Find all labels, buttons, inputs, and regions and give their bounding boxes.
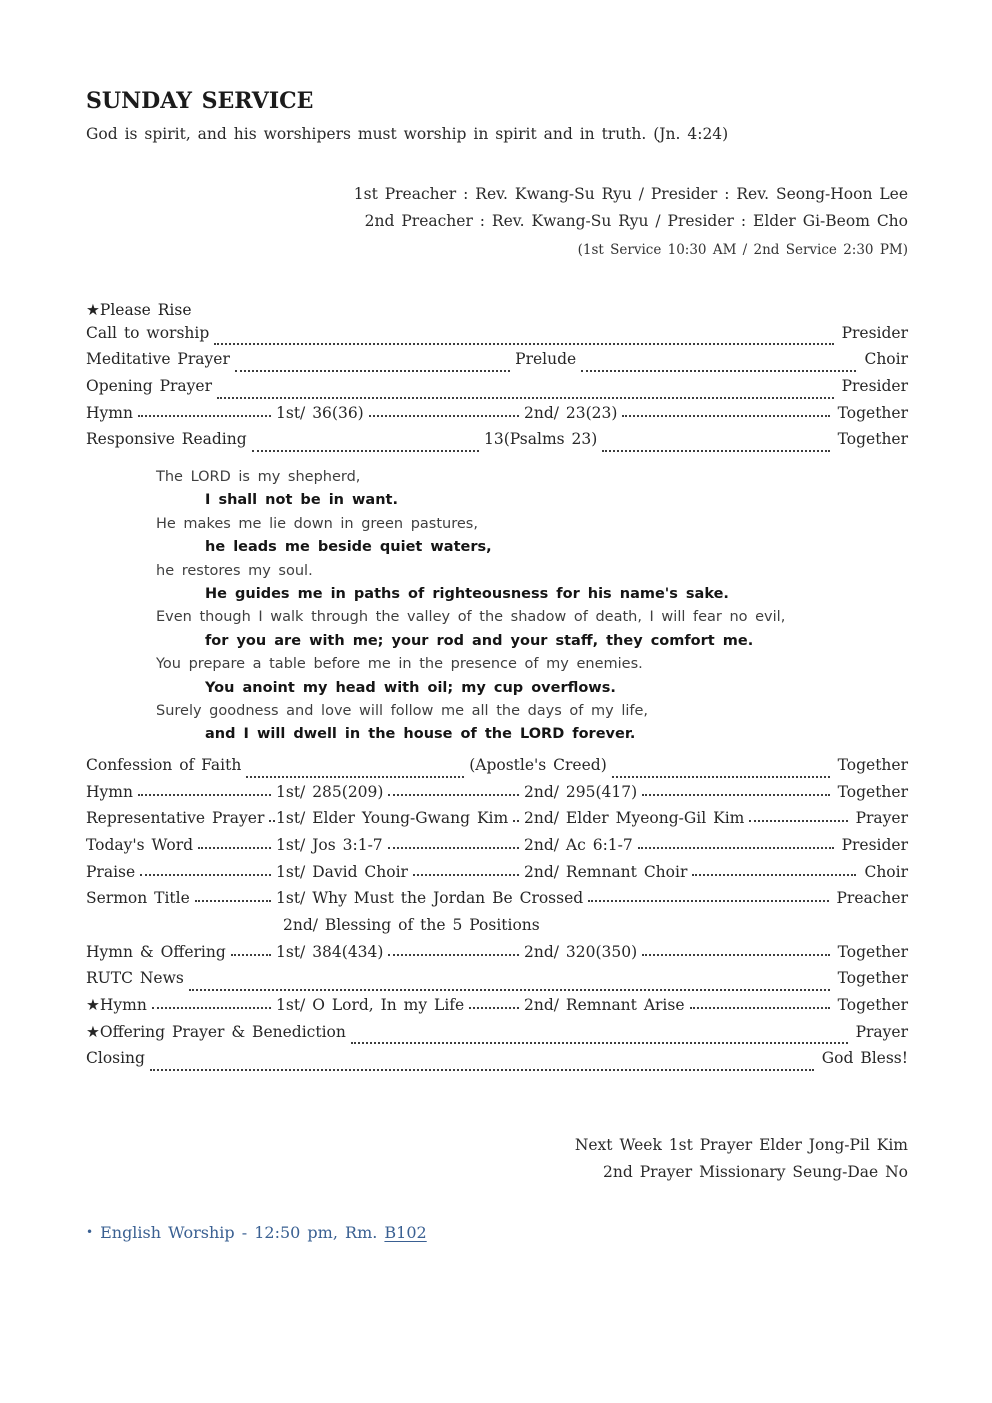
- program-line: [86, 377, 908, 404]
- program-cell: [276, 863, 524, 881]
- dot-leader: [246, 776, 464, 778]
- program-item-second: 2nd/ 320(350): [524, 942, 638, 961]
- next-week-prayer: [86, 1132, 908, 1186]
- first-service-leaders: 1st Preacher : Rev. Kwang-Su Ryu / Presider : Rev. Seong-Hoon Lee: [353, 185, 908, 203]
- program-item-label: ★Hymn: [86, 996, 147, 1014]
- program-item-label: Hymn & Offering: [86, 942, 226, 961]
- program-line: [86, 996, 908, 1023]
- program-cell: [524, 943, 835, 961]
- program-item-assignee: Together: [837, 942, 908, 961]
- program-item-label: Hymn: [86, 782, 133, 801]
- program-cell: [524, 996, 835, 1014]
- english-worship-note: [86, 1220, 908, 1245]
- program-item-second: 2nd/ Ac 6:1-7: [524, 835, 633, 854]
- program-cell: [86, 889, 276, 907]
- program-item-label: Representative Prayer: [86, 809, 265, 828]
- program-item-label: RUTC News: [86, 969, 184, 988]
- program-line: [86, 889, 908, 916]
- psalm-line: and I will dwell in the house of the LORD forever.: [205, 726, 636, 743]
- program-item-first: 1st/ 36(36): [276, 403, 364, 422]
- program-line: [86, 969, 908, 996]
- program-item-second: 2nd/ 23(23): [524, 403, 618, 422]
- dot-leader: [642, 794, 829, 796]
- program-cell: [276, 996, 524, 1014]
- program-cell: [276, 943, 524, 961]
- program-cell: [86, 863, 276, 881]
- dot-leader: [189, 989, 830, 991]
- program-cell: [86, 783, 276, 801]
- bullet-icon: •: [86, 1225, 94, 1240]
- english-worship-room: B102: [384, 1223, 427, 1243]
- program-cell: [86, 943, 276, 961]
- psalm-line: The LORD is my shepherd,: [156, 468, 361, 485]
- dot-leader: [252, 450, 479, 452]
- program-item-detail: (Apostle's Creed): [469, 755, 607, 774]
- english-worship-text: English Worship - 12:50 pm, Rm.: [100, 1223, 378, 1243]
- program-item-first: 1st/ Why Must the Jordan Be Crossed: [276, 889, 584, 908]
- dot-leader: [198, 847, 271, 849]
- program-item-assignee: Together: [837, 969, 908, 988]
- dot-leader: [214, 343, 833, 345]
- program-cell: [86, 836, 276, 854]
- psalm-line: I shall not be in want.: [205, 492, 398, 509]
- dot-leader: [588, 900, 828, 902]
- service-leaders: [86, 181, 908, 264]
- program-line: [86, 943, 908, 970]
- program-item-first: 1st/ 384(434): [276, 942, 384, 961]
- dot-leader: [235, 370, 510, 372]
- psalm-line: He makes me lie down in green pastures,: [156, 515, 478, 532]
- program-item-second: 2nd/ Elder Myeong-Gil Kim: [524, 809, 745, 828]
- program-cell: [276, 783, 524, 801]
- program-cell: [86, 996, 276, 1014]
- dot-leader: [231, 954, 271, 956]
- psalm-line: Surely goodness and love will follow me all the days of my life,: [156, 703, 649, 719]
- psalm-line: Even though I walk through the valley of the shadow of death, I will fear no evil,: [156, 609, 786, 626]
- program-line: [86, 783, 908, 810]
- program-item-assignee: God Bless!: [821, 1049, 908, 1068]
- program-item-second: 2nd/ Remnant Choir: [524, 862, 688, 881]
- dot-leader: [388, 847, 519, 849]
- page-title: SUNDAY SERVICE: [86, 88, 314, 114]
- dot-leader: [369, 415, 519, 417]
- program-cell: [524, 836, 839, 854]
- program-item-assignee: Prayer: [855, 1022, 908, 1041]
- program-cell: [524, 809, 853, 827]
- program-item-label: Opening Prayer: [86, 376, 212, 395]
- program-item-second: 2nd/ Remnant Arise: [524, 996, 685, 1014]
- dot-leader: [388, 954, 519, 956]
- program-line: [86, 863, 908, 890]
- program-cell: [276, 809, 524, 827]
- dot-leader: [150, 1069, 814, 1071]
- dot-leader: [269, 820, 275, 822]
- dot-leader: [638, 847, 834, 849]
- program-item-label: Responsive Reading: [86, 430, 247, 449]
- program-item-label: Praise: [86, 862, 136, 881]
- please-rise-note: ★Please Rise: [86, 300, 192, 319]
- program-item-assignee: Together: [837, 996, 908, 1014]
- dot-leader: [138, 415, 271, 417]
- next-week-first-prayer: Next Week 1st Prayer Elder Jong-Pil Kim: [574, 1136, 908, 1155]
- dot-leader: [642, 954, 829, 956]
- program-line: [86, 836, 908, 863]
- program-item-label: Today's Word: [86, 835, 194, 854]
- psalm-line: You anoint my head with oil; my cup overflows.: [205, 679, 616, 696]
- program-item-label: Closing: [86, 1049, 145, 1068]
- program-item-label: ★Offering Prayer & Benediction: [86, 1022, 346, 1041]
- program-item-first: 1st/ Jos 3:1-7: [276, 835, 383, 854]
- program-list: [86, 324, 908, 1077]
- program-line: [86, 430, 908, 457]
- program-line: [86, 350, 908, 377]
- program-item-second: 2nd/ 295(417): [524, 782, 638, 801]
- dot-leader: [413, 874, 519, 876]
- program-cell: [276, 889, 834, 907]
- program-item-assignee: Presider: [841, 835, 908, 854]
- psalm-line: for you are with me; your rod and your staff, they comfort me.: [205, 632, 754, 649]
- psalm-line: He guides me in paths of righteousness for his name's sake.: [205, 585, 729, 602]
- dot-leader: [217, 397, 834, 399]
- program-item-assignee: Presider: [841, 376, 908, 395]
- dot-leader: [612, 776, 830, 778]
- dot-leader: [749, 820, 847, 822]
- program-item-label: Meditative Prayer: [86, 350, 230, 369]
- program-line: [86, 756, 908, 783]
- program-cell: [524, 863, 861, 881]
- next-week-second-prayer: 2nd Prayer Missionary Seung-Dae No: [603, 1163, 908, 1182]
- program-item-second: 2nd/ Blessing of the 5 Positions: [283, 915, 540, 934]
- program-item-assignee: Presider: [841, 323, 908, 342]
- program-line: [86, 404, 908, 431]
- dot-leader: [195, 900, 271, 902]
- dot-leader: [152, 1007, 271, 1009]
- program-item-assignee: Together: [837, 782, 908, 801]
- second-service-leaders: 2nd Preacher : Rev. Kwang-Su Ryu / Presider : Elder Gi-Beom Cho: [364, 211, 908, 230]
- program-item-assignee: Together: [837, 430, 909, 449]
- dot-leader: [513, 820, 519, 822]
- dot-leader: [469, 1007, 519, 1009]
- dot-leader: [138, 794, 271, 796]
- program-cell: [524, 783, 835, 801]
- program-item-first: 1st/ 285(209): [276, 782, 384, 801]
- program-item-first: 1st/ O Lord, In my Life: [276, 996, 465, 1014]
- dot-leader: [692, 874, 856, 876]
- program-item-assignee: Preacher: [836, 889, 908, 908]
- psalm-line: he leads me beside quiet waters,: [205, 539, 492, 556]
- psalm-line: You prepare a table before me in the presence of my enemies.: [156, 656, 643, 673]
- program-line: [86, 1023, 908, 1050]
- dot-leader: [690, 1007, 830, 1009]
- program-cell: [86, 809, 276, 827]
- program-line: [86, 809, 908, 836]
- dot-leader: [140, 874, 271, 876]
- program-item-assignee: Together: [837, 755, 908, 774]
- program-item-first: 1st/ Elder Young-Gwang Kim: [276, 809, 509, 828]
- program-item-label: Confession of Faith: [86, 755, 242, 774]
- dot-leader: [622, 415, 829, 417]
- program-item-assignee: Together: [837, 403, 908, 422]
- program-item-assignee: Choir: [864, 350, 909, 369]
- scripture-subtitle: God is spirit, and his worshipers must worship in spirit and in truth. (Jn. 4:24): [86, 125, 729, 143]
- service-times: (1st Service 10:30 AM / 2nd Service 2:30 PM): [577, 242, 908, 258]
- program-item-detail: 13(Psalms 23): [484, 430, 598, 449]
- program-item-label: Hymn: [86, 403, 133, 422]
- dot-leader: [602, 450, 829, 452]
- program-item-assignee: Prayer: [855, 809, 908, 828]
- dot-leader: [581, 370, 856, 372]
- program-cell: [86, 404, 276, 422]
- program-cell: [276, 404, 524, 422]
- program-item-first: 1st/ David Choir: [276, 862, 408, 881]
- dot-leader: [388, 794, 519, 796]
- dot-leader: [351, 1042, 848, 1044]
- program-item-detail: Prelude: [515, 350, 577, 369]
- program-item-label: Call to worship: [86, 323, 210, 342]
- psalm-line: he restores my soul.: [156, 562, 313, 579]
- program-item-assignee: Choir: [864, 862, 908, 881]
- program-line: [86, 324, 908, 351]
- responsive-reading-psalm: [86, 466, 908, 747]
- program-line: [86, 1049, 908, 1076]
- program-item-label: Sermon Title: [86, 889, 190, 908]
- program-cell: [276, 836, 524, 854]
- program-line-continuation: [86, 916, 908, 943]
- program-cell: [524, 404, 835, 422]
